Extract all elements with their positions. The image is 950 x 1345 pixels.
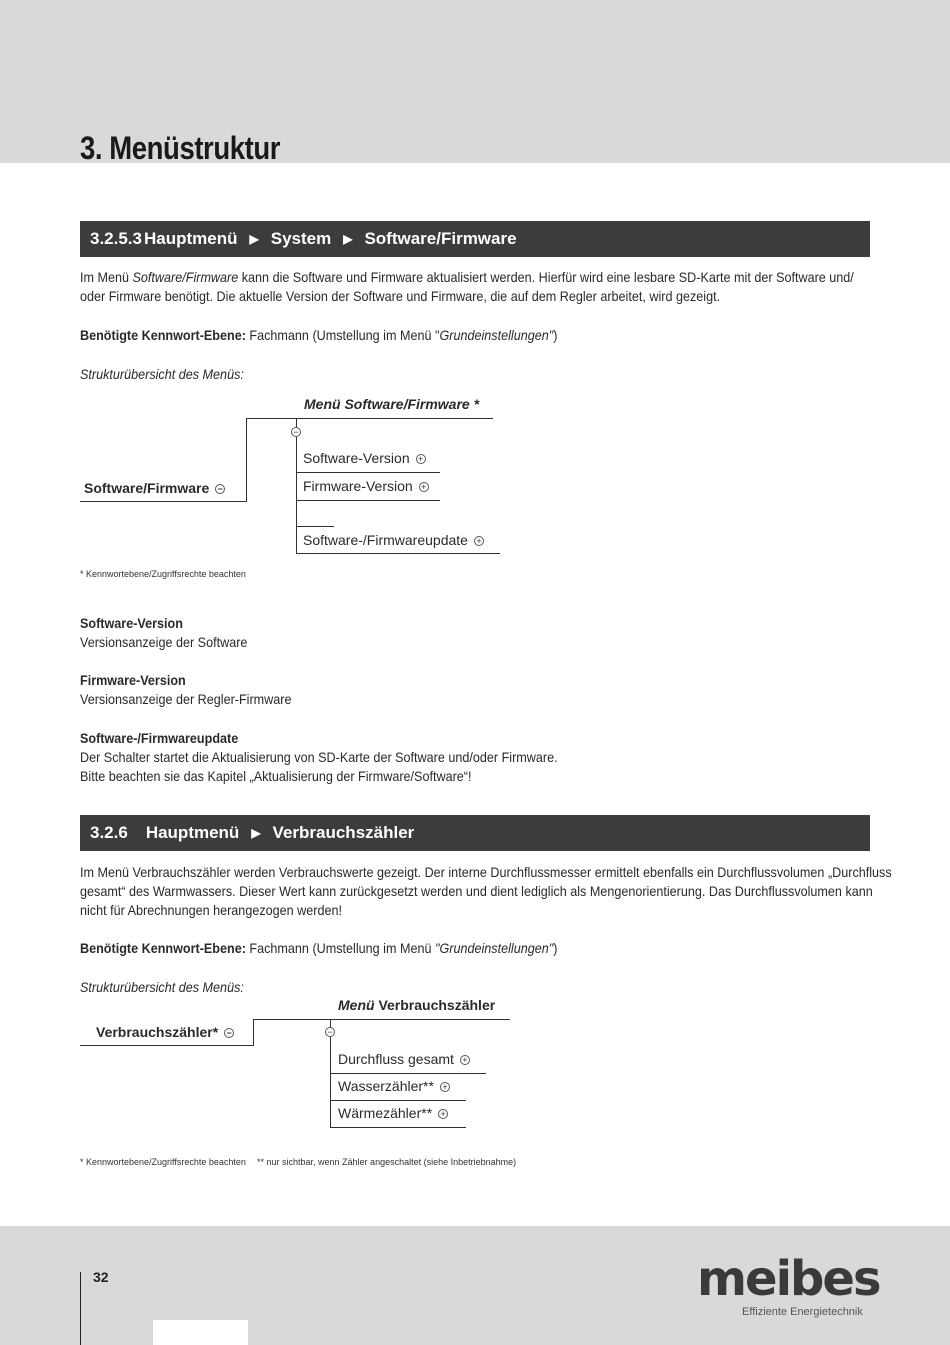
intro-text: kann die Software und Firmware aktualisiert werden. Hierfür wird eine lesbare SD-Karte mit der Software und/ bbox=[238, 269, 854, 285]
page-number: 32 bbox=[93, 1269, 109, 1285]
expand-icon[interactable]: + bbox=[416, 454, 426, 464]
desc-title: Software-Version bbox=[80, 615, 183, 631]
diagram-line bbox=[246, 418, 493, 419]
password-label: Benötigte Kennwort-Ebene: bbox=[80, 940, 246, 956]
diagram-line bbox=[246, 418, 247, 502]
diagram-line bbox=[330, 1073, 486, 1074]
heading-part: System bbox=[270, 229, 332, 248]
desc-title: Software-/Firmwareupdate bbox=[80, 730, 239, 746]
diagram-item-label: Firmware-Version bbox=[303, 478, 413, 494]
diagram-item-label: Wärmezähler** bbox=[338, 1105, 433, 1121]
intro-text: Im Menü bbox=[80, 269, 133, 285]
collapse-icon[interactable]: − bbox=[325, 1027, 335, 1037]
section-number: 3.2.6 bbox=[90, 823, 128, 842]
diagram-item-durchfluss-gesamt[interactable] bbox=[338, 1051, 470, 1067]
heading-part: Hauptmenü bbox=[144, 229, 238, 248]
diagram-line bbox=[253, 1019, 254, 1046]
diagram-item-label: Wasserzähler** bbox=[338, 1078, 434, 1094]
diagram-line bbox=[253, 1019, 510, 1020]
diagram-menu-title bbox=[338, 997, 495, 1013]
password-italic: "Grundeinstellungen" bbox=[434, 940, 554, 956]
diagram-root-label: Software/Firmware bbox=[84, 480, 210, 496]
footnote: * Kennwortebene/Zugriffsrechte beachten bbox=[80, 1157, 246, 1167]
password-label: Benötigte Kennwort-Ebene: bbox=[80, 327, 246, 343]
diagram-item-label: Software-Version bbox=[303, 450, 410, 466]
collapse-icon[interactable]: − bbox=[291, 427, 301, 437]
desc-text: Bitte beachten sie das Kapitel „Aktualisierung der Firmware/Software“! bbox=[80, 768, 472, 784]
arrow-right-icon: ▶ bbox=[249, 232, 259, 246]
intro-text: oder Firmware benötigt. Die aktuelle Version der Software und Firmware, die auf dem Regler arbeitet, wird gezeigt. bbox=[80, 288, 721, 304]
password-text: ) bbox=[553, 940, 558, 956]
diagram-line bbox=[80, 501, 247, 502]
diagram-menu-title: Menü Software/Firmware * bbox=[304, 396, 480, 412]
password-text: Fachmann (Umstellung im Menü bbox=[245, 940, 435, 956]
desc-firmware-update bbox=[80, 729, 870, 786]
arrow-right-icon: ▶ bbox=[343, 232, 353, 246]
diagram-line bbox=[296, 526, 334, 527]
desc-title: Firmware-Version bbox=[80, 672, 186, 688]
section-number: 3.2.5.3 bbox=[90, 229, 142, 248]
intro-text: nicht für Abrechnungen herangezogen werden! bbox=[80, 902, 342, 918]
diagram-item-label: Durchfluss gesamt bbox=[338, 1051, 454, 1067]
diagram-menu-title-italic: Menü bbox=[338, 997, 375, 1013]
diagram-root-software-firmware[interactable] bbox=[84, 480, 225, 496]
desc-firmware-version bbox=[80, 671, 870, 709]
heading-part: Verbrauchszähler bbox=[272, 823, 415, 842]
footer-tab bbox=[153, 1320, 248, 1345]
diagram-menu-title-rest: Verbrauchszähler bbox=[374, 997, 496, 1013]
section2-structure-label: Strukturübersicht des Menüs: bbox=[80, 979, 244, 995]
expand-icon[interactable]: + bbox=[460, 1055, 470, 1065]
diagram-item-firmware-version[interactable] bbox=[303, 478, 429, 494]
diagram-item-software-version[interactable] bbox=[303, 450, 426, 466]
diagram-line bbox=[296, 418, 297, 553]
footnote: * Kennwortebene/Zugriffsrechte beachten bbox=[80, 569, 246, 579]
diagram-line bbox=[330, 1100, 466, 1101]
intro-italic: Software/Firmware bbox=[132, 269, 239, 285]
section2-intro bbox=[80, 863, 892, 920]
desc-software-version bbox=[80, 614, 870, 652]
desc-text: Versionsanzeige der Software bbox=[80, 634, 248, 650]
section1-structure-label: Strukturübersicht des Menüs: bbox=[80, 366, 244, 382]
heading-part: Hauptmenü bbox=[145, 823, 240, 842]
logo-tagline: Effiziente Energietechnik bbox=[742, 1306, 863, 1318]
diagram-item-label: Software-/Firmwareupdate bbox=[303, 532, 468, 548]
expand-icon[interactable]: + bbox=[419, 482, 429, 492]
diagram-line bbox=[296, 553, 500, 554]
collapse-icon[interactable]: − bbox=[215, 484, 225, 494]
expand-icon[interactable]: + bbox=[474, 536, 484, 546]
expand-icon[interactable]: + bbox=[440, 1082, 450, 1092]
expand-icon[interactable]: + bbox=[438, 1109, 448, 1119]
collapse-icon[interactable]: − bbox=[224, 1028, 234, 1038]
password-text: ) bbox=[553, 327, 558, 343]
diagram-line bbox=[296, 500, 440, 501]
section-heading-software-firmware bbox=[80, 221, 870, 257]
section1-intro bbox=[80, 268, 870, 306]
intro-text: gesamt“ des Warmwassers. Dieser Wert kann zurückgesetzt werden und dient lediglich als Mengenorientierung. Das Durchflussvolumen kann bbox=[80, 883, 873, 899]
diagram-line bbox=[330, 1127, 466, 1128]
password-text: Fachmann (Umstellung im Menü " bbox=[245, 327, 440, 343]
password-italic: Grundeinstellungen" bbox=[439, 327, 554, 343]
desc-text: Der Schalter startet die Aktualisierung von SD-Karte der Software und/oder Firmware. bbox=[80, 749, 558, 765]
meibes-logo: meibes bbox=[697, 1251, 880, 1307]
section2-password bbox=[80, 939, 870, 958]
chapter-title: 3. Menüstruktur bbox=[80, 130, 280, 166]
diagram-line bbox=[80, 1045, 254, 1046]
arrow-right-icon: ▶ bbox=[251, 826, 261, 840]
section1-password bbox=[80, 326, 870, 345]
section-heading-verbrauchszaehler bbox=[80, 815, 870, 851]
footer-divider bbox=[80, 1272, 81, 1345]
desc-text: Versionsanzeige der Regler-Firmware bbox=[80, 691, 292, 707]
diagram-line bbox=[296, 472, 440, 473]
diagram-item-firmware-update[interactable] bbox=[303, 532, 484, 548]
diagram-item-waermezaehler[interactable] bbox=[338, 1105, 448, 1121]
intro-text: Im Menü Verbrauchszähler werden Verbrauchswerte gezeigt. Der interne Durchflussmesser ermittelt ebenfalls ein Durchflussvolumen „Durchfluss bbox=[80, 864, 892, 880]
diagram-root-label: Verbrauchszähler* bbox=[96, 1024, 219, 1040]
diagram-root-verbrauchszaehler[interactable] bbox=[96, 1024, 234, 1040]
heading-part: Software/Firmware bbox=[364, 229, 517, 248]
footnote: ** nur sichtbar, wenn Zähler angeschaltet (siehe Inbetriebnahme) bbox=[257, 1157, 517, 1167]
diagram-item-wasserzaehler[interactable] bbox=[338, 1078, 450, 1094]
